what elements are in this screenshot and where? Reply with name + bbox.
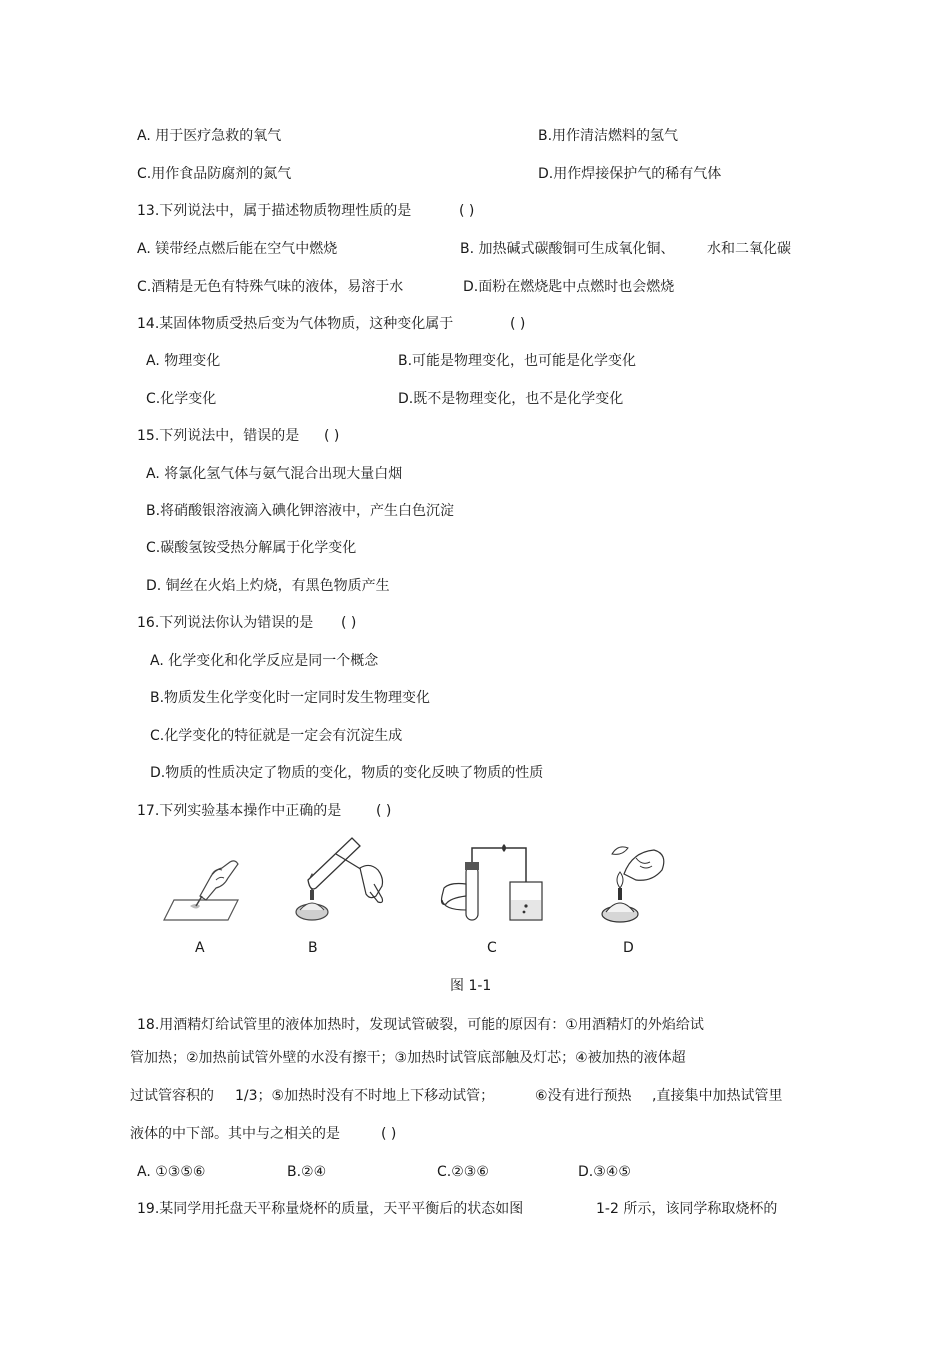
q12-option-d: D.用作焊接保护气的稀有气体 (538, 166, 722, 182)
q18-option-d: D.③④⑤ (578, 1164, 631, 1180)
q12-option-b: B.用作清洁燃料的氢气 (538, 128, 679, 144)
q16-option-a: A. 化学变化和化学反应是同一个概念 (150, 653, 379, 669)
q13-option-b-cont: 水和二氧化碳 (707, 241, 791, 257)
q13-answer-paren: ( ) (459, 203, 475, 219)
q18-line-3b: 1/3；⑤加热时没有不时地上下移动试管； (235, 1088, 495, 1104)
q15-option-a: A. 将氯化氢气体与氨气混合出现大量白烟 (146, 466, 403, 482)
q18-answer-paren: ( ) (381, 1126, 397, 1142)
q18-line-3d: ,直接集中加热试管里 (652, 1088, 783, 1104)
q18-line-1: 18.用酒精灯给试管里的液体加热时，发现试管破裂，可能的原因有：①用酒精灯的外焰给试 (137, 1017, 704, 1033)
q14-stem: 14.某固体物质受热后变为气体物质，这种变化属于 (137, 316, 454, 332)
figure-label-a: A (195, 940, 205, 956)
q13-stem: 13.下列说法中，属于描述物质物理性质的是 (137, 203, 412, 219)
q13-option-c: C.酒精是无色有特殊气味的液体，易溶于水 (137, 279, 404, 295)
q16-option-d: D.物质的性质决定了物质的变化，物质的变化反映了物质的性质 (150, 765, 544, 781)
q15-option-b: B.将硝酸银溶液滴入碘化钾溶液中，产生白色沉淀 (146, 503, 455, 519)
q16-answer-paren: ( ) (341, 615, 357, 631)
q18-line-4: 液体的中下部。其中与之相关的是 (130, 1126, 340, 1142)
q16-stem: 16.下列说法你认为错误的是 (137, 615, 314, 631)
q15-option-d: D. 铜丝在火焰上灼烧，有黑色物质产生 (146, 578, 390, 594)
figure-c-illustration (440, 838, 550, 926)
q18-line-3a: 过试管容积的 (130, 1088, 214, 1104)
q13-option-d: D.面粉在燃烧匙中点燃时也会燃烧 (463, 279, 675, 295)
q16-option-c: C.化学变化的特征就是一定会有沉淀生成 (150, 728, 403, 744)
q14-answer-paren: ( ) (510, 316, 526, 332)
q13-option-a: A. 镁带经点燃后能在空气中燃烧 (137, 241, 338, 257)
q16-option-b: B.物质发生化学变化时一定同时发生物理变化 (150, 690, 431, 706)
q17-answer-paren: ( ) (376, 803, 392, 819)
q14-option-d: D.既不是物理变化，也不是化学变化 (398, 391, 624, 407)
q18-option-c: C.②③⑥ (437, 1164, 489, 1180)
q17-stem: 17.下列实验基本操作中正确的是 (137, 803, 342, 819)
q19-line-1b: 1-2 所示，该同学称取烧杯的 (596, 1201, 778, 1217)
q18-option-a: A. ①③⑤⑥ (137, 1164, 206, 1180)
figure-b-illustration (290, 832, 400, 924)
figure-label-c: C (487, 940, 497, 956)
q15-answer-paren: ( ) (324, 428, 340, 444)
q12-option-c: C.用作食品防腐剂的氮气 (137, 166, 292, 182)
figure-label-d: D (623, 940, 634, 956)
q19-line-1a: 19.某同学用托盘天平称量烧杯的质量，天平平衡后的状态如图 (137, 1201, 524, 1217)
q13-option-b: B. 加热碱式碳酸铜可生成氧化铜、 (460, 241, 675, 257)
q18-option-b: B.②④ (287, 1164, 327, 1180)
figure-label-b: B (308, 940, 318, 956)
figure-caption: 图 1-1 (450, 978, 492, 994)
q18-line-3c: ⑥没有进行预热 (535, 1088, 632, 1104)
figure-a-illustration (160, 848, 250, 923)
q14-option-a: A. 物理变化 (146, 353, 221, 369)
q14-option-b: B.可能是物理变化，也可能是化学变化 (398, 353, 637, 369)
q15-stem: 15.下列说法中，错误的是 (137, 428, 300, 444)
q18-line-2: 管加热；②加热前试管外壁的水没有擦干；③加热时试管底部触及灯芯；④被加热的液体超 (130, 1050, 686, 1066)
q14-option-c: C.化学变化 (146, 391, 217, 407)
q15-option-c: C.碳酸氢铵受热分解属于化学变化 (146, 540, 357, 556)
q12-option-a: A. 用于医疗急救的氧气 (137, 128, 282, 144)
figure-d-illustration (590, 838, 675, 926)
